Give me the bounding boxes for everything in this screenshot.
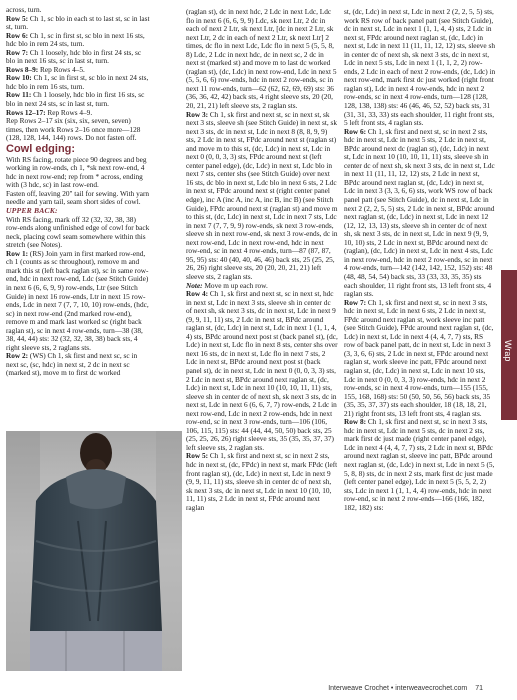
row-text: Ch 1, sc in first st, sc blo in next 24 sts, hdc blo in rem 16 sts, turn. — [6, 73, 149, 91]
cowl-edging-heading: Cowl edging: — [6, 142, 76, 155]
row-1 — [6, 250, 150, 353]
note-label: Note: — [186, 280, 203, 290]
repeat-text: Rep Rows 2–17 six (six, six, seven, seven) times, then work Rows 2–16 once more—128 (128, 128, 144, 144) rows. Do not fasten off. — [6, 116, 141, 143]
row-label: Row 11: — [6, 90, 32, 100]
row-label: Row 8: — [344, 417, 367, 427]
row-2-continued: (raglan st), dc in next hdc, 2 Ldc in next Ldc, Ldc flo in next 6 (6, 6, 9, 9) Ldc, sk next Ltr, 2 dc in each of next 2 Ltr, sk next Ltr, [dc in next 2 Ltr, sk next Ltr, 2 dc in each of next 2 Ltr, sk next Ltr] 2 times, dc flo in next Ldc, Ldc flo in next 5 (5, 5, 8, 8) Ldc, 2 Ldc in next hdc, dc in next sc, 2 dc in next st (marked st) and move m to last dc worked (raglan st), (dc, Ldc) in next row-end, Ldc in next 5 (5, 5, 6, 6) row-ends, hdc in next 2 row-ends, sc in next 11 row-ends, turn—62 (62, 62, 69, 69) sts: 36 (36, 36, 42, 42) back sts, 4 right sleeve sts, 20 (20, 20, 21, 21) left sleeve sts, 2 raglan sts. — [186, 7, 337, 111]
row-text: Ch 1 loosely, hdc blo in first 16 sts, sc blo in next 24 sts, sc in last st, turn. — [6, 90, 145, 109]
row-label: Row 6: — [344, 126, 367, 136]
row-3 — [186, 111, 338, 282]
page-footer — [328, 685, 483, 692]
row-label: Row 5: — [186, 451, 209, 461]
row-label: Rows 8–9: — [6, 64, 39, 74]
row-text: Ch 1, sk first and next st, sc in next 2 sts, hdc in next st, (dc, FPdc) in next st, mark FPdc (left front raglan st), (dc, Ldc) in next st, Ldc in next 9 (9, 9, 11, 11) sts, sleeve sh in center dc of next sh, sk next 3 sts, dc in next st, Ldc in next 10 (10, 10, 11, 11) sts, 2 Ldc in next st, FPdc around next raglan — [186, 451, 338, 512]
row-label: Row 7: — [6, 47, 29, 57]
row-text: Rep Rows 4–9. — [45, 107, 93, 117]
upper-back-text: With RS facing, mark off 32 (32, 32, 38, 38) row-ends along unfinished edge of cowl for back neck, placing cowl seam somewhere within this stretch (see Notes). — [6, 214, 150, 250]
row-text: Ch 1, sc blo in each st to last st, sc in last st, turn. — [6, 13, 150, 32]
row-label: Row 2: — [6, 351, 29, 361]
row-8-upper — [344, 418, 496, 512]
column-2 — [186, 8, 338, 512]
row-text: Ch 1, sk first and next st, sc in next st, sk next 3 sts, sleeve sh (see Stitch Guide) in next st, sk next 3 sts, dc in next st, Ldc in next 8 (8, 8, 9, 9) sts, 2 Ldc in next st, FPdc around next st (raglan st) and move m to this st, (dc, Ldc) in next st, Ldc in next 0 (0, 0, 3, 3) sts, FPdc around next st (left center panel edge), (dc, Ldc) in next st, Ldc blo in next 7 sts, center shs (see Stitch Guide) over next 16 sts, dc blo in next st, Ldc blo in next 6 sts, 2 Ldc in next st, FPdc around next st (right center panel edge), inc A (inc A, inc A, inc B, inc B) (see Stitch Guide), FPdc around next st (raglan st) and move m to this st, (dc, Ldc) in next st, Ldc in next 7 sts, Ldc in next 7 (7, 7, 9, 9) row-ends, sk next 3 row-ends, sleeve sh in next row-end, sk next 3 row-ends, dc in next row-end, Ldc in next row-end, hdc in next row-end, sc in next 4 row-ends, turn—87 (87, 87, 95, 95) sts: 40 (40, 40, 46, 46) back sts, 25 (25, 25, 26, 26) right sleeve sts, 20 (20, 20, 21, 21) left sleeve sts, 2 raglan sts. — [186, 109, 338, 281]
row-4 — [186, 290, 338, 452]
row-label: Row 1: — [6, 248, 29, 258]
column-3 — [344, 8, 496, 512]
upper-back-heading: UPPER BACK: — [6, 206, 58, 216]
row-11 — [6, 91, 150, 108]
footer-magazine: Interweave Crochet • interweavecrochet.com — [328, 685, 468, 692]
garment-photo — [6, 431, 182, 671]
row-text: Ch 1 loosely, hdc blo in first 24 sts, sc blo in next 16 sts, sc in last st, turn. — [6, 47, 142, 66]
row-label: Row 4: — [186, 289, 209, 299]
row-label: Rows 12–17: — [6, 107, 46, 117]
row-7-upper — [344, 299, 496, 419]
column-1 — [6, 6, 150, 378]
row-6 — [6, 32, 150, 49]
page-number: 71 — [475, 685, 483, 692]
model-back-photo — [6, 431, 182, 671]
cowl-edging-text-2: Fasten off, leaving 20" tail for sewing. With yarn needle and yarn tail, seam short sides of cowl. — [6, 188, 150, 207]
row-label: Row 6: — [6, 30, 29, 40]
row-text: Rep Rows 4–5. — [38, 64, 85, 74]
intro-text: across, turn. — [6, 5, 42, 14]
cowl-edging-text: With RS facing, rotate piece 90 degrees and beg working in row-ends, ch 1, *sk next row-end, 4 hdc in next row-end; rep from * across, ending with (3 hdc, sc) in last row-end. — [6, 154, 147, 190]
row-5 — [6, 15, 150, 32]
row-2 — [6, 352, 150, 378]
row-10 — [6, 74, 150, 91]
row-text: Ch 1, sk first and next st, sc in next st, hdc in next st, Ldc in next 3 sts, sleeve sh in center dc of next sh, sk next 3 sts, dc in next st, Ldc in next 9 (9, 9, 11, 11) sts, 2 Ldc in next st, BPdc around raglan st, (dc, Ldc) in next st, Ldc in next 1 (1, 1, 4, 4) sts, BPdc around next post st (back panel st), (dc, Ldc) in next st, Ldc flo in next 8 sts, center shs over next 16 sts, dc in next st, Ldc flo in next 7 sts, 2 Ldc in next st, BPdc around next post st (back panel st), dc in next st, Ldc in next 0 (0, 0, 3, 3) sts, 2 Ldc in next st, BPdc around next raglan st, (dc, Ldc) in next st, Ldc in next 10 (10, 10, 11, 11) sts, sleeve sh in center dc of next sh, sk next 3 sts, dc in next st, Ldc in next 6 (6, 6, 7, 7) row-ends, 2 Ldc in next row-end, Ldc in next 2 row-ends, hdc in next row-end, sc in next 3 row-ends, turn—106 (106, 106, 115, 115) sts: 44 (44, 44, 50, 50) back sts, 25 (25, 25, 26, 26) right sleeve sts, 35 (35, 35, 37, 37) left sleeve sts, 2 raglan sts. — [186, 289, 338, 452]
row-text: (WS) Ch 1, sk first and next sc, sc in next sc, (sc, hdc) in next st, 2 dc in next sc (marked st), move m to first dc worked — [6, 351, 138, 378]
row-text: (RS) Join yarn in first marked row-end, ch 1 (counts as sc throughout), remove m and mark this st (left back raglan st), sc in same row-end, hdc in next row-end, Ldc (see Stitch Guide) in next 6 (6, 6, 9, 9) row-ends, Ltr (see Stitch Guide) in next 16 row-ends, Ltr in next 15 row-ends, Ldc in next 7 (7, 7, 10, 10) row-ends, (hdc, sc) in next row-end (2nd marked row-end), remove m and mark last worked sc (right back raglan st), sc in next 4 row-ends, turn—38 (38, 38, 44, 44) sts: 32 (32, 32, 38, 38) back sts, 4 right sleeve sts, 2 raglans sts. — [6, 248, 149, 352]
row-5-upper — [186, 452, 338, 512]
row-label: Row 7: — [344, 297, 367, 307]
section-side-tab — [501, 270, 517, 420]
row-7 — [6, 49, 150, 66]
row-text: Ch 1, sc in first st, sc blo in next 16 sts, hdc blo in rem 24 sts, turn. — [6, 30, 145, 49]
row-6-upper — [344, 128, 496, 299]
row-label: Row 5: — [6, 13, 29, 23]
row-label: Row 3: — [186, 109, 209, 119]
row-text: Ch 1, sk first and next st, sc in next 2 sts, hdc in next st, Ldc in next 5 sts, 2 Ldc in next st, BPdc around next dc (raglan st), (dc, Ldc) in next st, Ldc in next 10 (10, 10, 11, 11) sts, sleeve sh in center dc of next sh, sk next 3 sts, dc in next st, Ldc in next 11 (11, 11, 12, 12) sts, 2 Ldc in next st, BPdc around next raglan st, (dc, Ldc) in next st, Ldc in next 3 (3, 3, 6, 6) sts, work WS row of back panel patt (see Stitch Guide), dc in next st, Ldc in next 2 (2, 2, 5, 5) sts, 2 Ldc in next st, BPdc around next raglan st, (dc, Ldc) in next st, Ldc in next 12 (12, 12, 13, 13) sts, sleeve sh in center dc of next sh, sk next 3 sts, dc in next st, Ldc in next 9 (9, 9, 10, 10) sts, 2 Ldc in next st, BPdc around next dc (raglan), (dc, Ldc) in next st, Ldc in next 4 sts, Ldc in next row-end, hdc in next 2 row-ends, sc in next 4 row-ends, turn—142 (142, 142, 152, 152) sts: 48 (48, 48, 54, 54) back sts, 33 (33, 33, 35, 35) sts each shoulder, 11 right front sts, 13 left front sts, 4 raglan sts. — [344, 126, 495, 299]
row-5-continued: st, (dc, Ldc) in next st, Ldc in next 2 (2, 2, 5, 5) sts, work RS row of back panel patt (see Stitch Guide), dc in next st, Ldc in next 1 (1, 1, 4, 4) sts, 2 Ldc in next st, FPdc around next raglan st, (dc, Ldc) in next st, Ldc in next 11 (11, 11, 12, 12) sts, sleeve sh in center dc of next sh, sk next 3 sts, dc in next st, Ldc in next 5 sts, Ldc in next 1 (1, 1, 2, 2) row-ends, 2 Ldc in each of next 2 row-ends, (dc, Ldc) in next row-end, mark first dc just worked (right front raglan st), Ldc in next 4 row-ends, hdc in next 2 row-ends, sc in next 4 row-ends, turn—128 (128, 128, 138, 138) sts: 46 (46, 46, 52, 52) back sts, 31 (31, 31, 33, 33) sts each shoulder, 11 right front sts, 5 left front sts, 4 raglan sts. — [344, 7, 496, 128]
note-text: Move m up each row. — [202, 280, 268, 290]
row-text: Ch 1, sk first and next st, sc in next 3 sts, hdc in next st, Ldc in next 5 sts, dc in next 2 sts, mark first dc just made (right center panel edge), Ldc in next 4 (4, 4, 7, 7) sts, 2 Ldc in next st, BPdc around next raglan st, sleeve inc patt, BPdc around next raglan st, (dc, Ldc) in next st, Ldc in next 5 (5, 5, 8, 8) sts, dc in next 2 sts, mark first dc just made (left center panel edge), Ldc in next 5 (5, 5, 2, 2) sts, Ldc in next 1 (1, 1, 4, 4) row-ends, hdc in next row-end, sc in next 2 row-ends—166 (166, 182, 182, 182) sts: — [344, 417, 495, 512]
row-text: Ch 1, sk first and next st, sc in next 3 sts, hdc in next st, Ldc in next 6 sts, 2 Ldc in next st, FPdc around next raglan st, work sleeve inc patt (see Stitch Guide), FPdc around next raglan st, (dc, Ldc) in next st, Ldc in next 4 (4, 4, 7, 7) sts, RS row of back panel patt, dc in next st, Ldc in next 3 (3, 3, 6, 6) sts, 2 Ldc in next st, FPdc around next raglan st, work sleeve inc patt, FPdc around next raglan st, (dc, Ldc) in next st, Ldc in next 10 sts, Ldc in next 0 (0, 0, 3, 3) row-ends, hdc in next 2 row-ends, sc in next 4 row-ends, turn—155 (155, 155, 168, 168) sts: 50 (50, 50, 56, 56) back sts, 35 (35, 35, 37, 37) sts each shoulder, 18 (18, 18, 21, 21) right front sts, 13 left front sts, 4 raglan sts. — [344, 297, 494, 418]
row-label: Row 10: — [6, 73, 32, 83]
side-tab-label: Wrap — [503, 340, 513, 362]
